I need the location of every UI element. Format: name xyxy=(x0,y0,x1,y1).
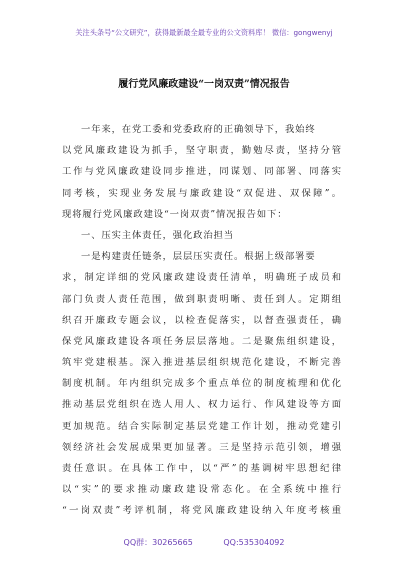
document-title: 履行党风廉政建设“一岗双责”情况报告 xyxy=(118,79,290,90)
body-line: 保党风廉政建设各项任务层层落地。二是聚焦组织建设， xyxy=(62,335,342,347)
body-line: 推动基层党组织在选人用人、权力运行、作风建设等方面 xyxy=(62,399,342,411)
body-line: “一岗双责”考评机制，将党风廉政建设纳入年度考核重 xyxy=(62,505,342,517)
footer-contact xyxy=(0,537,408,548)
header-banner: 关注头条号“公文研究”，获得最新最全最专业的公文资料库！ 微信：gongwenyj xyxy=(75,28,333,37)
document-body xyxy=(62,119,342,522)
body-line: 同考核，实现业务发展与廉政建设“双促进、双保障”。 xyxy=(62,187,342,199)
body-line: 责任意识。在具体工作中，以“严”的基调树牢思想纪律 xyxy=(62,463,342,474)
body-line: 一是构建责任链条，层层压实责任。根据上级部署要 xyxy=(81,251,316,263)
body-line: 领经济社会发展成果更加显著。三是坚持示范引领，增强 xyxy=(62,441,342,453)
section-heading: 一、压实主体责任，强化政治担当 xyxy=(81,229,234,241)
body-line: 现将履行党风廉政建设“一岗双责”情况报告如下： xyxy=(62,208,288,220)
body-line: 部门负责人责任范围，做到职责明晰、责任到人。定期组 xyxy=(62,293,342,305)
body-line: 以“实”的要求推动廉政建设常态化。在全系统中推行 xyxy=(62,484,342,496)
body-line: 织召开廉政专题会议，以检查促落实，以督查强责任，确 xyxy=(62,314,342,326)
body-line: 以党风廉政建设为抓手，坚守职责，勤勉尽责，坚持分管 xyxy=(62,145,342,157)
body-line: 制度机制。年内组织完成多个重点单位的制度梳理和优化 xyxy=(62,378,342,390)
footer-qq-number: QQ:535304092 xyxy=(223,538,285,547)
body-line: 筑牢党建根基。深入推进基层组织规范化建设，不断完善 xyxy=(62,357,342,369)
body-line: 求，制定详细的党风廉政建设责任清单，明确班子成员和 xyxy=(62,272,342,284)
body-line: 工作与党风廉政建设同步推进，同谋划、同部署、同落实 xyxy=(62,166,342,178)
body-line: 更加规范。结合实际制定基层党建工作计划，推动党建引 xyxy=(62,420,342,432)
footer-qq-group: QQ群：30265665 xyxy=(123,538,193,547)
body-line: 一年来，在党工委和党委政府的正确领导下，我始终 xyxy=(81,124,316,135)
